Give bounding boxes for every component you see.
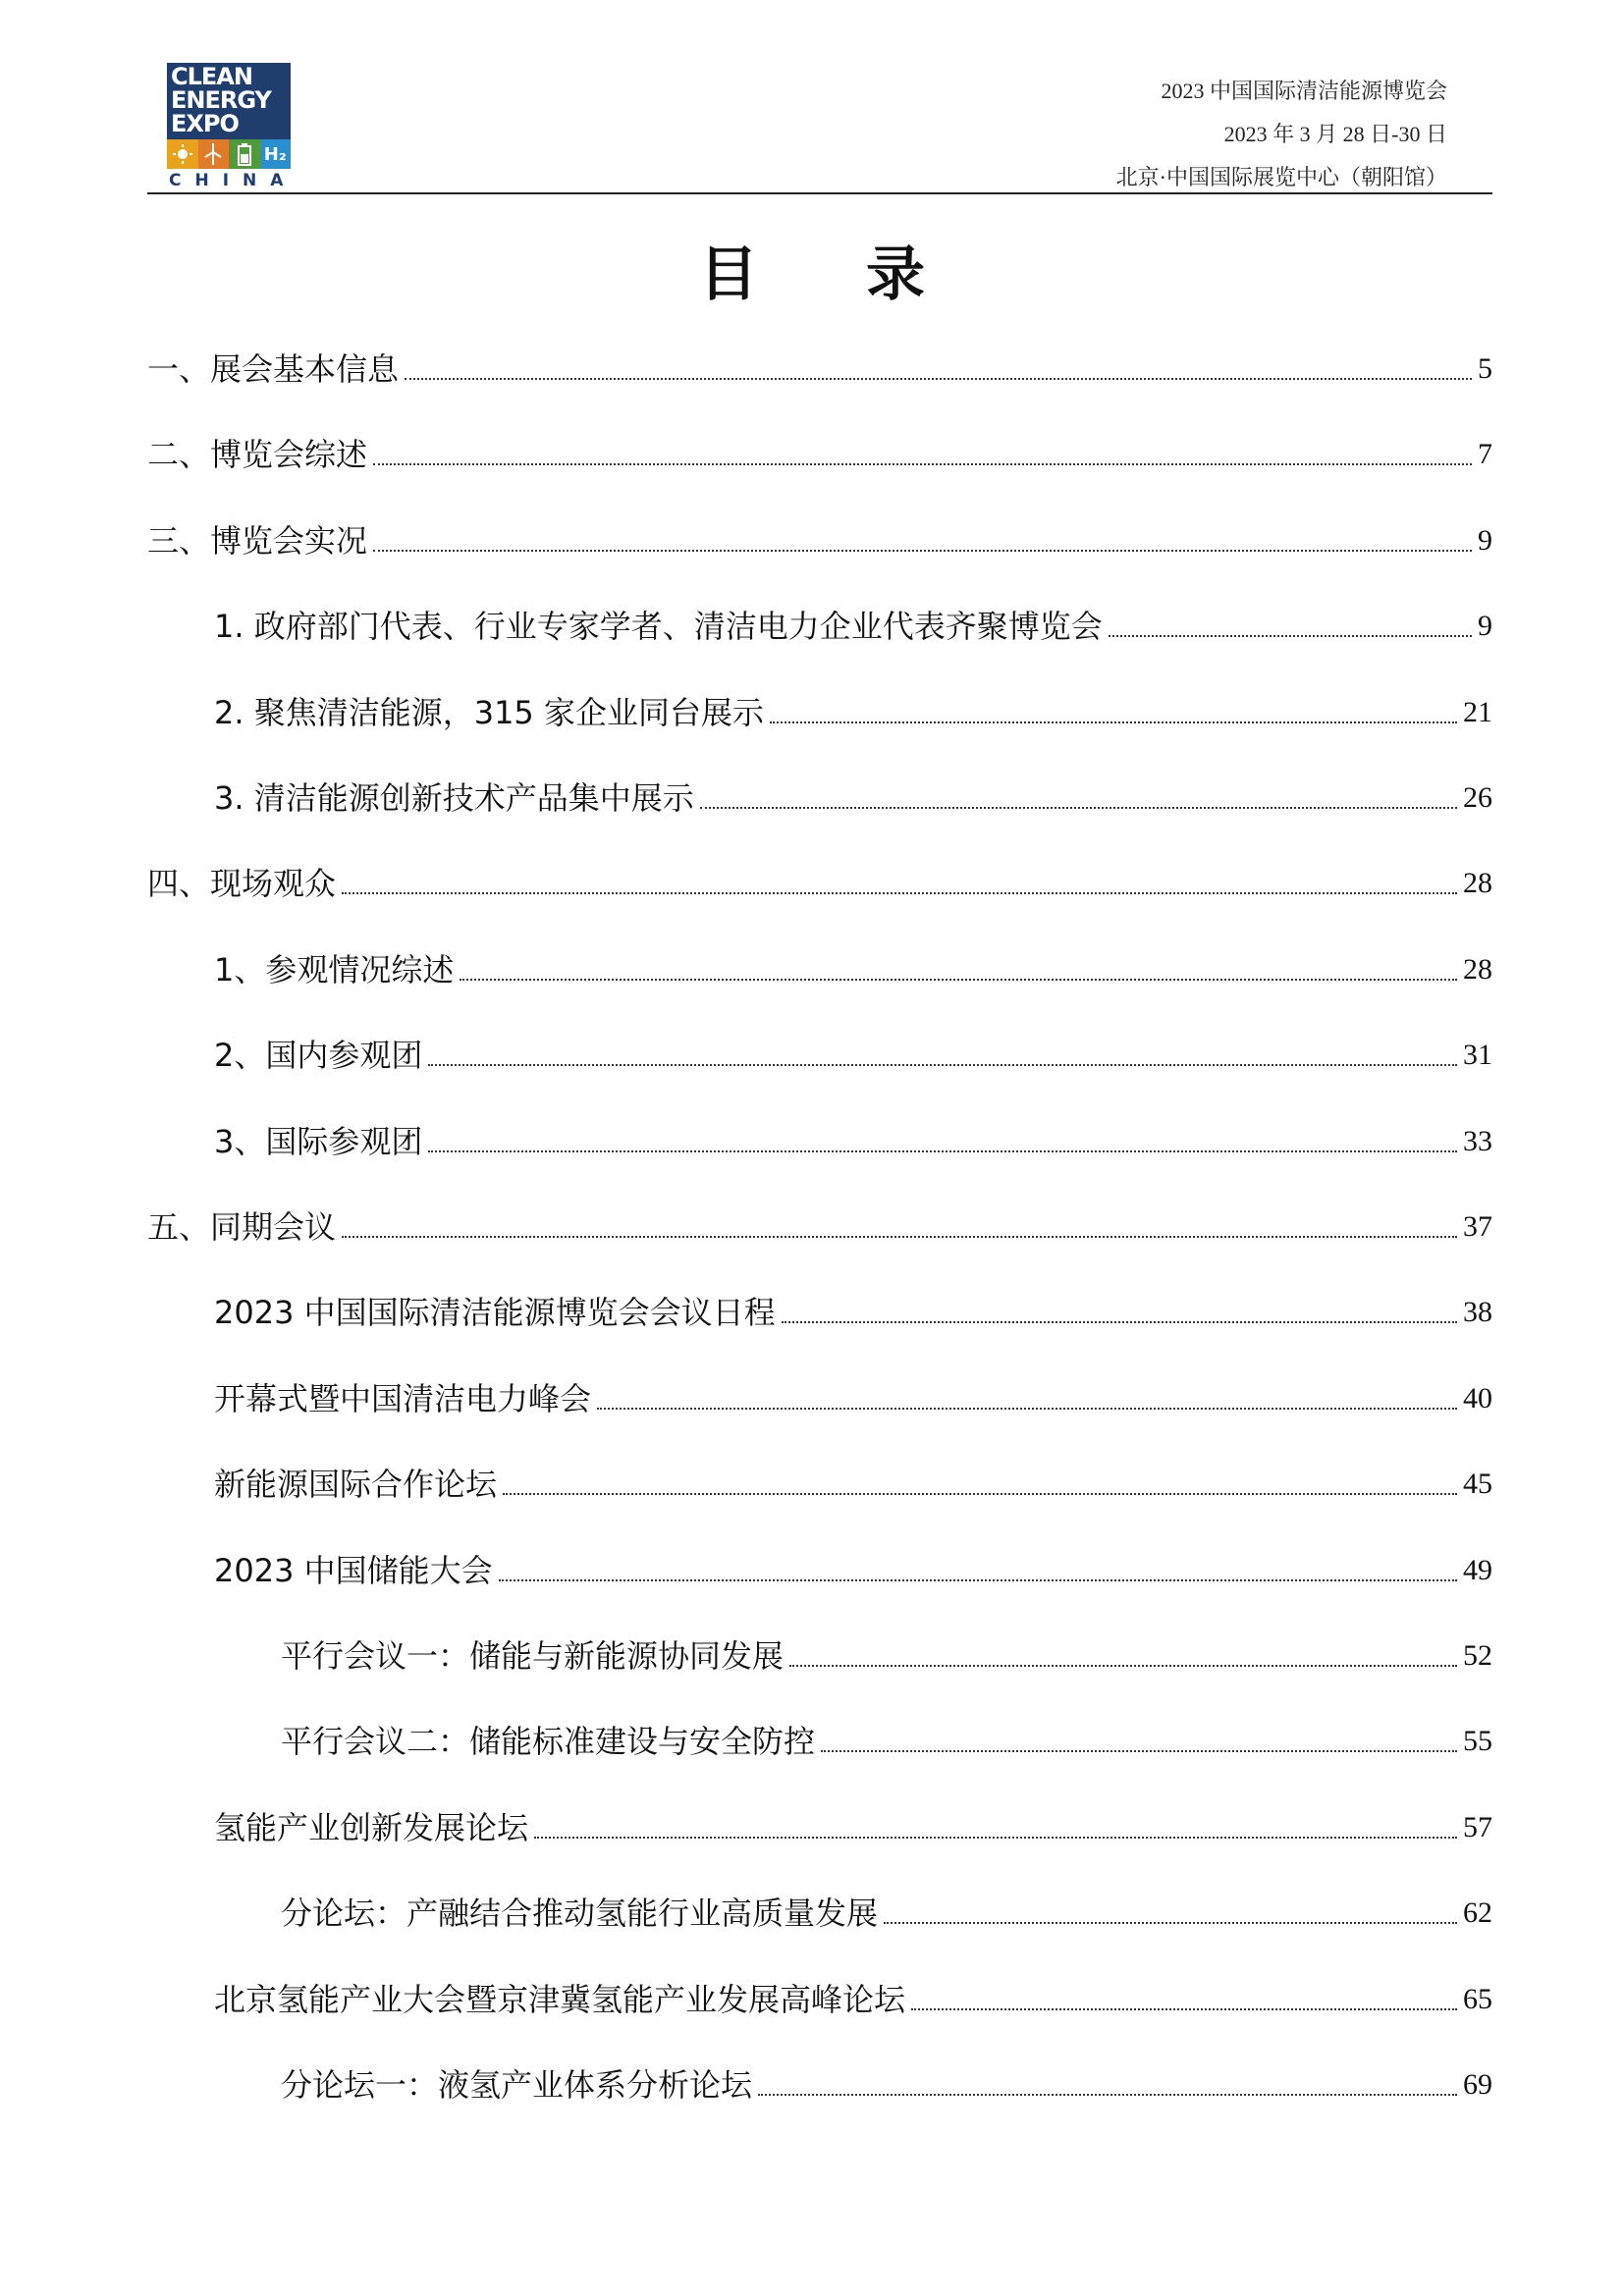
toc-entry[interactable] (147, 940, 1492, 989)
toc-entry-label: 分论坛：产融结合推动氢能行业高质量发展 (281, 1895, 879, 1933)
header-event-name: 2023 中国国际清洁能源博览会 (1161, 79, 1447, 103)
toc-dot-leader (428, 1149, 1457, 1152)
toc-entry-page: 40 (1463, 1381, 1492, 1415)
toc-entry-page: 45 (1463, 1468, 1492, 1501)
logo-word-energy: ENERGY (171, 86, 271, 114)
toc-entry-label: 3. 清洁能源创新技术产品集中展示 (214, 779, 694, 817)
header-divider (147, 192, 1492, 194)
page-title: 目录 (699, 240, 1033, 309)
toc-dot-leader (428, 1063, 1457, 1066)
toc-entry-label: 三、博览会实况 (147, 521, 368, 560)
toc-dot-leader (342, 891, 1457, 894)
toc-dot-leader (597, 1407, 1457, 1410)
toc-entry-label: 开幕式暨中国清洁电力峰会 (214, 1379, 592, 1417)
toc-entry[interactable] (147, 1884, 1492, 1933)
toc-dot-leader (770, 721, 1457, 723)
toc-entry-page: 26 (1463, 781, 1492, 814)
toc-entry-page: 55 (1463, 1725, 1492, 1758)
toc-entry[interactable] (147, 769, 1492, 818)
toc-entry-page: 33 (1463, 1124, 1492, 1157)
toc-dot-leader (342, 1235, 1457, 1238)
toc-entry-label: 3、国际参观团 (214, 1122, 423, 1160)
toc-entry[interactable] (147, 1798, 1492, 1847)
toc-entry[interactable] (147, 425, 1492, 474)
toc-dot-leader (373, 549, 1472, 552)
battery-icon (229, 139, 260, 169)
toc-entry-page: 38 (1463, 1296, 1492, 1329)
toc-dot-leader (700, 806, 1457, 809)
toc-entry-page: 62 (1463, 1896, 1492, 1930)
logo-word-clean: CLEAN (171, 63, 252, 90)
toc-dot-leader (821, 1749, 1457, 1752)
logo-icon-row (167, 139, 291, 169)
toc-entry[interactable] (147, 1112, 1492, 1161)
toc-entry-label: 五、同期会议 (147, 1208, 337, 1246)
toc-entry-label: 2023 中国国际清洁能源博览会会议日程 (214, 1294, 776, 1332)
toc-entry-page: 28 (1463, 952, 1492, 986)
toc-entry[interactable] (147, 1369, 1492, 1418)
toc-entry-label: 二、博览会综述 (147, 436, 368, 474)
toc-dot-leader (789, 1664, 1457, 1667)
toc-entry-label: 2023 中国储能大会 (214, 1551, 493, 1589)
toc-dot-leader (503, 1492, 1457, 1495)
toc-entry-page: 5 (1478, 352, 1492, 385)
toc-dot-leader (405, 377, 1472, 380)
toc-entry-label: 平行会议二：储能标准建设与安全防控 (281, 1723, 816, 1761)
logo-word-expo: EXPO (171, 110, 239, 137)
header-venue: 北京·中国国际展览中心（朝阳馆） (1115, 165, 1447, 189)
toc-dot-leader (373, 462, 1472, 465)
toc-entry[interactable] (147, 1455, 1492, 1504)
toc-entry-page: 31 (1463, 1039, 1492, 1072)
toc-entry[interactable] (147, 1198, 1492, 1247)
header-dates: 2023 年 3 月 28 日-30 日 (1223, 122, 1447, 146)
toc-entry-label: 氢能产业创新发展论坛 (214, 1808, 529, 1846)
toc-dot-leader (758, 2093, 1457, 2096)
toc-entry[interactable] (147, 1026, 1492, 1075)
toc-entry-page: 37 (1463, 1210, 1492, 1243)
toc-entry-page: 49 (1463, 1553, 1492, 1586)
toc-entry-label: 新能源国际合作论坛 (214, 1466, 498, 1504)
toc-dot-leader (499, 1578, 1457, 1581)
toc-entry-page: 28 (1463, 867, 1492, 900)
logo-box (167, 63, 291, 139)
toc-dot-leader (1109, 634, 1472, 637)
toc-entry-label: 2、国内参观团 (214, 1037, 423, 1075)
toc-entry[interactable] (147, 1283, 1492, 1332)
toc-entry[interactable] (147, 1541, 1492, 1590)
toc-entry-page: 9 (1478, 610, 1492, 643)
toc-dot-leader (534, 1836, 1457, 1839)
toc-entry-page: 52 (1463, 1639, 1492, 1672)
toc-entry[interactable] (147, 511, 1492, 561)
toc-entry-label: 四、现场观众 (147, 865, 337, 903)
toc-entry-label: 1. 政府部门代表、行业专家学者、清洁电力企业代表齐聚博览会 (214, 608, 1103, 646)
toc-entry-page: 21 (1463, 695, 1492, 728)
toc-dot-leader (911, 2007, 1457, 2010)
toc-entry[interactable] (147, 597, 1492, 646)
toc-dot-leader (884, 1921, 1457, 1924)
logo-china-text: CHINA (169, 171, 298, 190)
toc-entry[interactable] (147, 340, 1492, 389)
hydrogen-icon: H₂ (260, 139, 292, 169)
clean-energy-expo-logo (167, 63, 298, 190)
toc-entry-label: 平行会议一：储能与新能源协同发展 (281, 1637, 785, 1675)
toc-entry[interactable] (147, 1712, 1492, 1761)
toc-entry[interactable] (147, 2056, 1492, 2105)
toc-entry-page: 69 (1463, 2068, 1492, 2101)
sun-icon (167, 139, 198, 169)
toc-entry-label: 一、展会基本信息 (147, 350, 400, 388)
toc-entry-label: 1、参观情况综述 (214, 950, 455, 988)
toc-entry-label: 2. 聚焦清洁能源，315 家企业同台展示 (214, 693, 764, 731)
wind-turbine-icon (198, 139, 230, 169)
toc-dot-leader (782, 1320, 1457, 1323)
toc-entry-page: 9 (1478, 523, 1492, 557)
toc-entry-label: 分论坛一：液氢产业体系分析论坛 (281, 2066, 753, 2104)
toc-entry[interactable] (147, 854, 1492, 903)
toc-entry-page: 7 (1478, 438, 1492, 471)
toc-dot-leader (460, 978, 1457, 981)
toc-entry-page: 57 (1463, 1810, 1492, 1843)
toc-entry-page: 65 (1463, 1982, 1492, 2015)
toc-entry[interactable] (147, 1627, 1492, 1676)
toc-entry[interactable] (147, 683, 1492, 732)
toc-entry[interactable] (147, 1970, 1492, 2019)
toc-entry-label: 北京氢能产业大会暨京津冀氢能产业发展高峰论坛 (214, 1980, 906, 2018)
